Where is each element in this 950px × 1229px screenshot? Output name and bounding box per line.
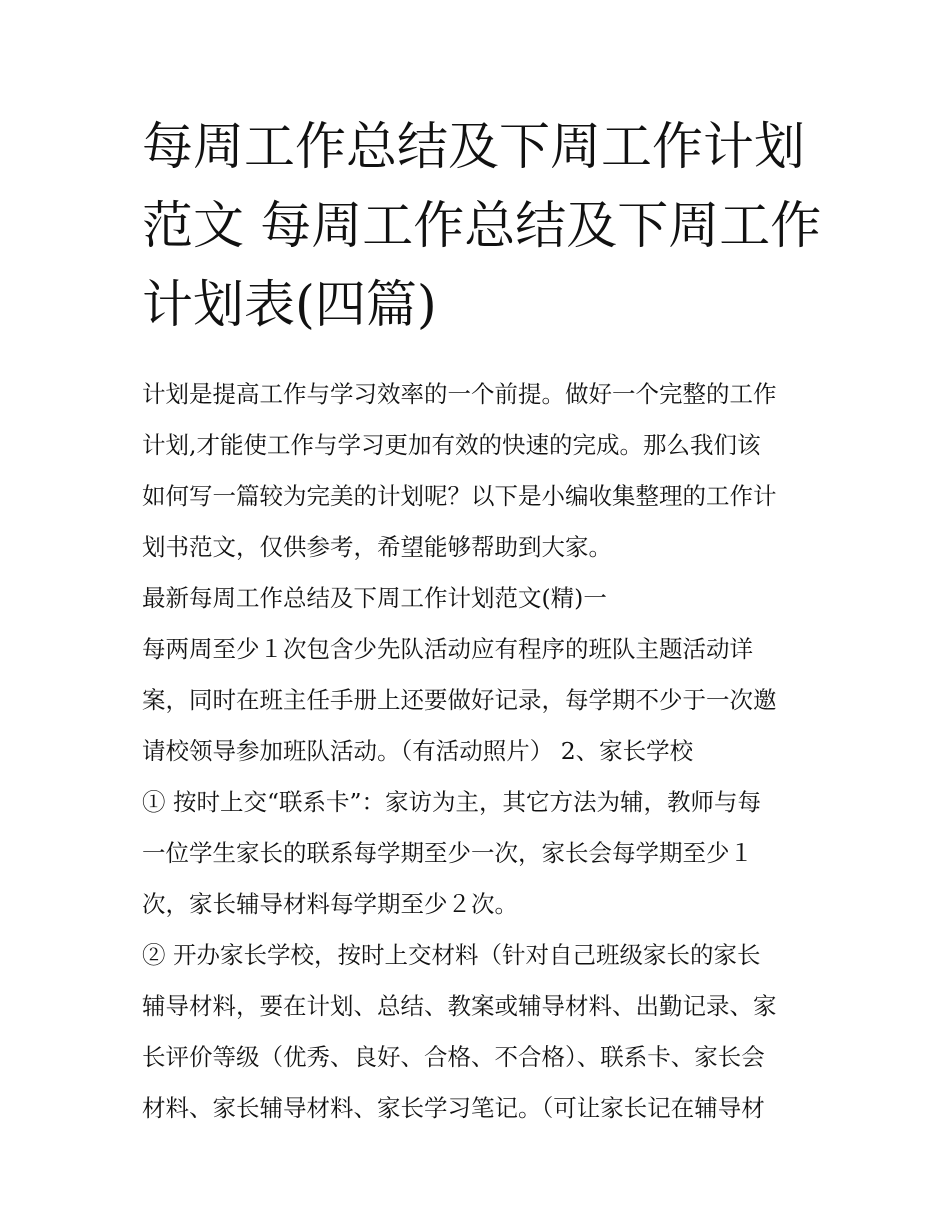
activity-paragraph xyxy=(142,624,814,777)
text-line: 材料、家长辅导材料、家长学习笔记。（可让家长记在辅导材 xyxy=(142,1094,765,1122)
section-heading xyxy=(142,573,814,624)
text-line: ② 开办家长学校，按时上交材料（针对自己班级家长的家长 xyxy=(142,941,761,969)
text-line: 划书范文，仅供参考，希望能够帮助到大家。 xyxy=(142,533,612,561)
text-line: 次，家长辅导材料每学期至少２次。 xyxy=(142,890,518,918)
text-line: 如何写一篇较为完美的计划呢？以下是小编收集整理的工作计 xyxy=(142,482,777,510)
text-line: 计划,才能使工作与学习更加有效的快速的完成。那么我们该 xyxy=(142,431,761,459)
title-line: 每周工作总结及下周工作计划 xyxy=(142,118,806,177)
text-line: ① 按时上交“联系卡”：家访为主，其它方法为辅，教师与每 xyxy=(142,788,761,816)
text-line: 辅导材料，要在计划、总结、教案或辅导材料、出勤记录、家 xyxy=(142,992,777,1020)
title-line: 范文 每周工作总结及下周工作 xyxy=(142,197,822,256)
document-title xyxy=(142,108,822,345)
document-body xyxy=(142,369,814,1134)
text-line: 计划是提高工作与学习效率的一个前提。做好一个完整的工作 xyxy=(142,380,777,408)
text-line: 长评价等级（优秀、良好、合格、不合格）、联系卡、家长会 xyxy=(142,1043,765,1071)
contact-card-paragraph xyxy=(142,777,814,930)
intro-paragraph xyxy=(142,369,814,573)
text-line: 案，同时在班主任手册上还要做好记录，每学期不少于一次邀 xyxy=(142,686,777,714)
text-line: 一位学生家长的联系每学期至少一次，家长会每学期至少１ xyxy=(142,839,753,867)
document-page xyxy=(142,108,822,1134)
parent-school-paragraph xyxy=(142,930,814,1134)
text-line: 最新每周工作总结及下周工作计划范文(精)一 xyxy=(142,584,607,612)
text-line: 每两周至少１次包含少先队活动应有程序的班队主题活动详 xyxy=(142,635,753,663)
text-line: 请校领导参加班队活动。（有活动照片） 2、家长学校 xyxy=(142,737,694,765)
title-line: 计划表(四篇) xyxy=(142,276,437,335)
